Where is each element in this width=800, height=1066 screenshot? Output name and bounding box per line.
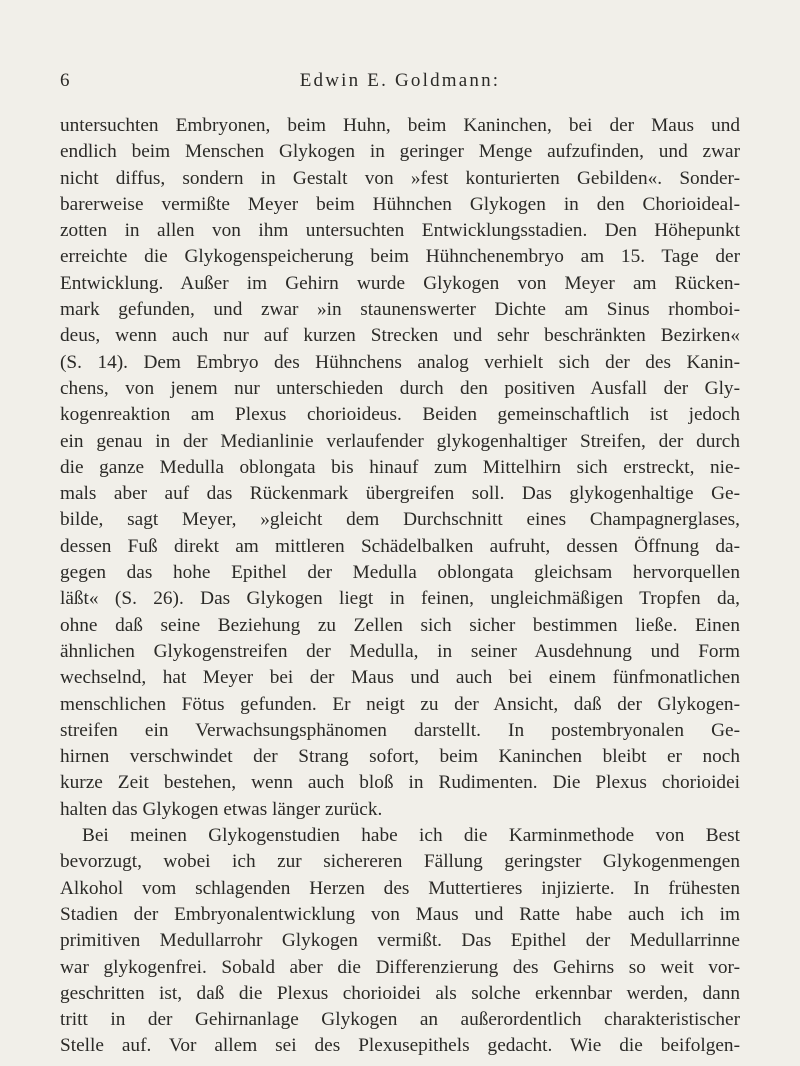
text-line: die ganze Medulla oblongata bis hinauf zum Mittelhirn sich erstreckt, nie- [60,456,740,478]
text-line: Stelle auf. Vor allem sei des Plexusepithels gedacht. Wie die beifolgen- [60,1035,740,1057]
text-line: zotten in allen von ihm untersuchten Entwicklungsstadien. Den Höhepunkt [60,220,740,242]
text-line: ohne daß seine Beziehung zu Zellen sich sicher bestimmen ließe. Einen [60,614,740,636]
text-line: Alkohol vom schlagenden Herzen des Muttertieres injizierte. In frühesten [60,877,740,899]
text-line: untersuchten Embryonen, beim Huhn, beim Kaninchen, bei der Maus und [60,115,740,136]
text-line: hirnen verschwindet der Strang sofort, beim Kaninchen bleibt er noch [60,746,740,768]
text-line: tritt in der Gehirnanlage Glykogen an außerordentlich charakteristischer [60,1009,740,1031]
text-line: mals aber auf das Rückenmark übergreifen soll. Das glykogenhaltige Ge- [60,483,740,505]
text-line: (S. 14). Dem Embryo des Hühnchens analog verhielt sich der des Kanin- [60,351,740,373]
text-line: läßt« (S. 26). Das Glykogen liegt in feinen, ungleichmäßigen Tropfen da, [60,588,740,610]
text-line: erreichte die Glykogenspeicherung beim Hühnchenembryo am 15. Tage der [60,246,740,268]
text-line: streifen ein Verwachsungsphänomen darstellt. In postembryonalen Ge- [60,719,740,741]
text-line: gegen das hohe Epithel der Medulla oblongata gleichsam hervorquellen [60,562,740,584]
text-line: dessen Fuß direkt am mittleren Schädelbalken aufruht, dessen Öffnung da- [60,535,740,557]
text-line: kurze Zeit bestehen, wenn auch bloß in Rudimenten. Die Plexus chorioidei [60,772,740,794]
text-line: ein genau in der Medianlinie verlaufender glykogenhaltiger Streifen, der durch [60,430,740,452]
text-line: bilde, sagt Meyer, »gleicht dem Durchschnitt eines Champagnerglases, [60,509,740,531]
text-line: Entwicklung. Außer im Gehirn wurde Glykogen von Meyer am Rücken- [60,272,740,294]
page-number: 6 [60,70,70,91]
text-line: endlich beim Menschen Glykogen in geringer Menge aufzufinden, und zwar [60,141,740,163]
text-line: war glykogenfrei. Sobald aber die Differenzierung des Gehirns so weit vor- [60,956,740,978]
text-line: geschritten ist, daß die Plexus chorioidei als solche erkennbar werden, dann [60,982,740,1004]
text-line: Stadien der Embryonalentwicklung von Maus und Ratte habe auch ich im [60,903,740,925]
text-line: menschlichen Fötus gefunden. Er neigt zu der Ansicht, daß der Glykogen- [60,693,740,715]
body-text [60,113,740,1060]
text-line-paragraph-start: Bei meinen Glykogenstudien habe ich die Karminmethode von Best [82,825,740,847]
text-line: primitiven Medullarrohr Glykogen vermißt. Das Epithel der Medullarrinne [60,930,740,952]
text-line: wechselnd, hat Meyer bei der Maus und auch bei einem fünfmonatlichen [60,667,740,689]
text-line: nicht diffus, sondern in Gestalt von »fest konturierten Gebilden«. Sonder- [60,167,740,189]
text-line: kogenreaktion am Plexus chorioideus. Beiden gemeinschaftlich ist jedoch [60,404,740,426]
page-header [60,70,740,100]
text-line: ähnlichen Glykogenstreifen der Medulla, in seiner Ausdehnung und Form [60,640,740,662]
text-line: barerweise vermißte Meyer beim Hühnchen Glykogen in den Chorioideal- [60,193,740,215]
text-line: bevorzugt, wobei ich zur sichereren Fällung geringster Glykogenmengen [60,851,740,873]
text-line: chens, von jenem nur unterschieden durch den positiven Ausfall der Gly- [60,377,740,399]
text-line-paragraph-end: halten das Glykogen etwas länger zurück. [60,798,383,820]
text-line: deus, wenn auch nur auf kurzen Strecken und sehr beschränkten Bezirken« [60,325,740,347]
text-line: mark gefunden, und zwar »in staunenswerter Dichte am Sinus rhomboi- [60,299,740,321]
running-head: Edwin E. Goldmann: [299,70,501,91]
